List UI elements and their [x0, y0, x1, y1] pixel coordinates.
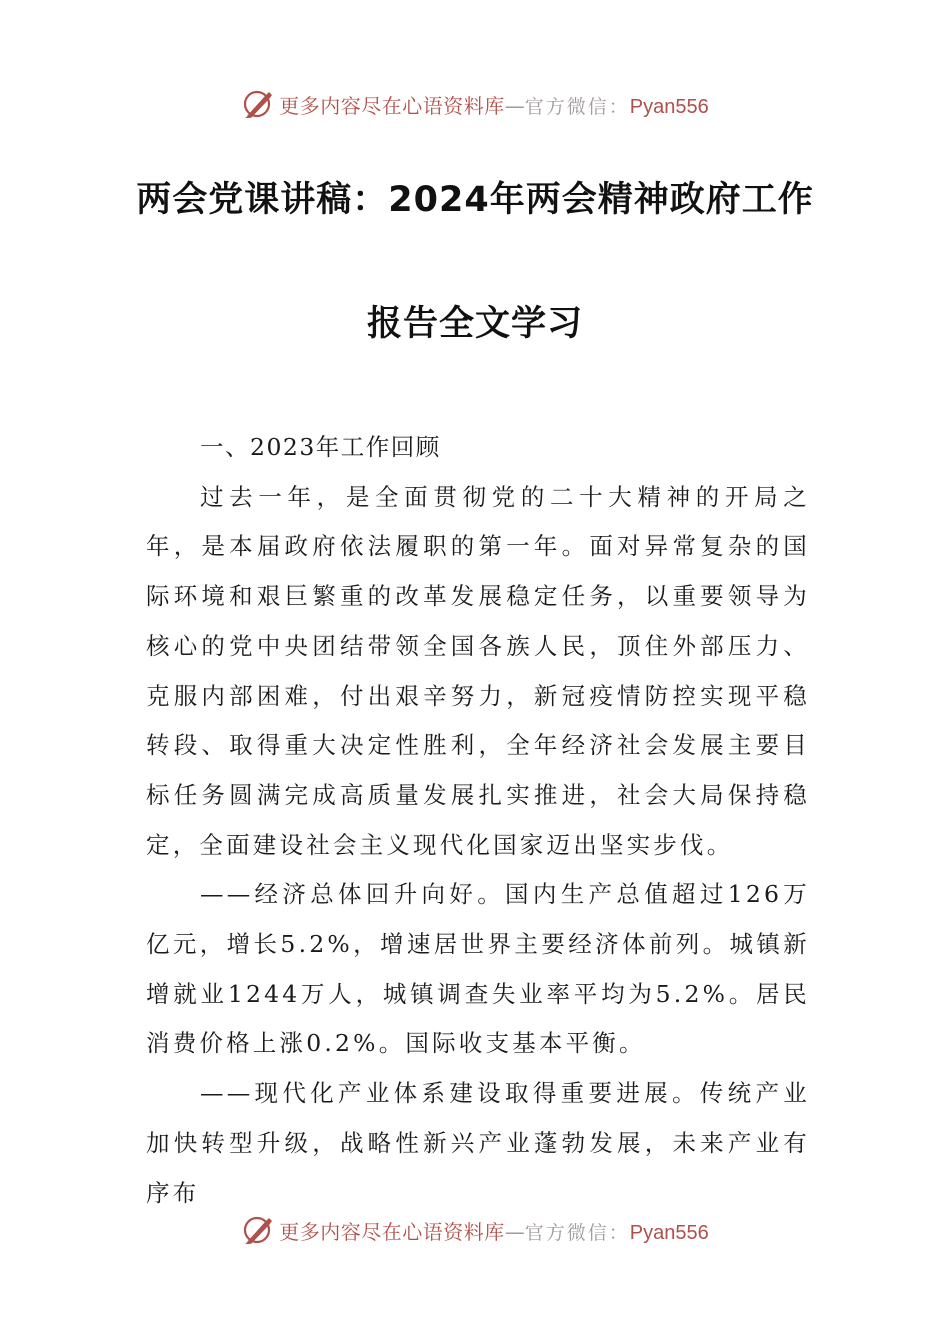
watermark-dash: — [504, 1219, 525, 1244]
watermark-wechat-id: Pyan556 [629, 95, 709, 118]
watermark-main-text: 更多内容尽在心语资料库 [279, 93, 505, 118]
paragraph: ——经济总体回升向好。国内生产总值超过126万亿元，增长5.2%，增速居世界主要经济体前列。城镇新增就业1244万人，城镇调查失业率平均为5.2%。居民消费价格上涨0.2%。国际收支基本平衡。 [146, 880, 810, 1058]
section-heading: 一、2023年工作回顾 [200, 433, 441, 461]
paragraph: ——现代化产业体系建设取得重要进展。传统产业加快转型升级，战略性新兴产业蓬勃发展，未来产业有序布 [146, 1079, 810, 1207]
watermark-main-text: 更多内容尽在心语资料库 [279, 1219, 505, 1244]
watermark-dash: — [504, 93, 525, 118]
watermark-label: 官方微信： [524, 95, 630, 118]
document-title-line-2: 报告全文学习 [366, 304, 583, 344]
watermark-footer [0, 1210, 950, 1250]
pen-logo-icon [241, 1213, 275, 1247]
document-body [146, 423, 810, 1218]
watermark-header [0, 84, 950, 124]
paragraph: 过去一年，是全面贯彻党的二十大精神的开局之年，是本届政府依法履职的第一年。面对异常复杂的国际环境和艰巨繁重的改革发展稳定任务，以重要领导为核心的党中央团结带领全国各族人民，顶住外部压力、克服内部困难，付出艰辛努力，新冠疫情防控实现平稳转段、取得重大决定性胜利，全年经济社会发展主要目标任务圆满完成高质量发展扎实推进，社会大局保持稳定，全面建设社会主义现代化国家迈出坚实步伐。 [146, 482, 810, 859]
pen-logo-icon [241, 87, 275, 121]
watermark-wechat-id: Pyan556 [629, 1221, 709, 1244]
watermark-label: 官方微信： [524, 1221, 630, 1244]
document-title-line-1: 两会党课讲稿：2024年两会精神政府工作 [136, 180, 814, 220]
